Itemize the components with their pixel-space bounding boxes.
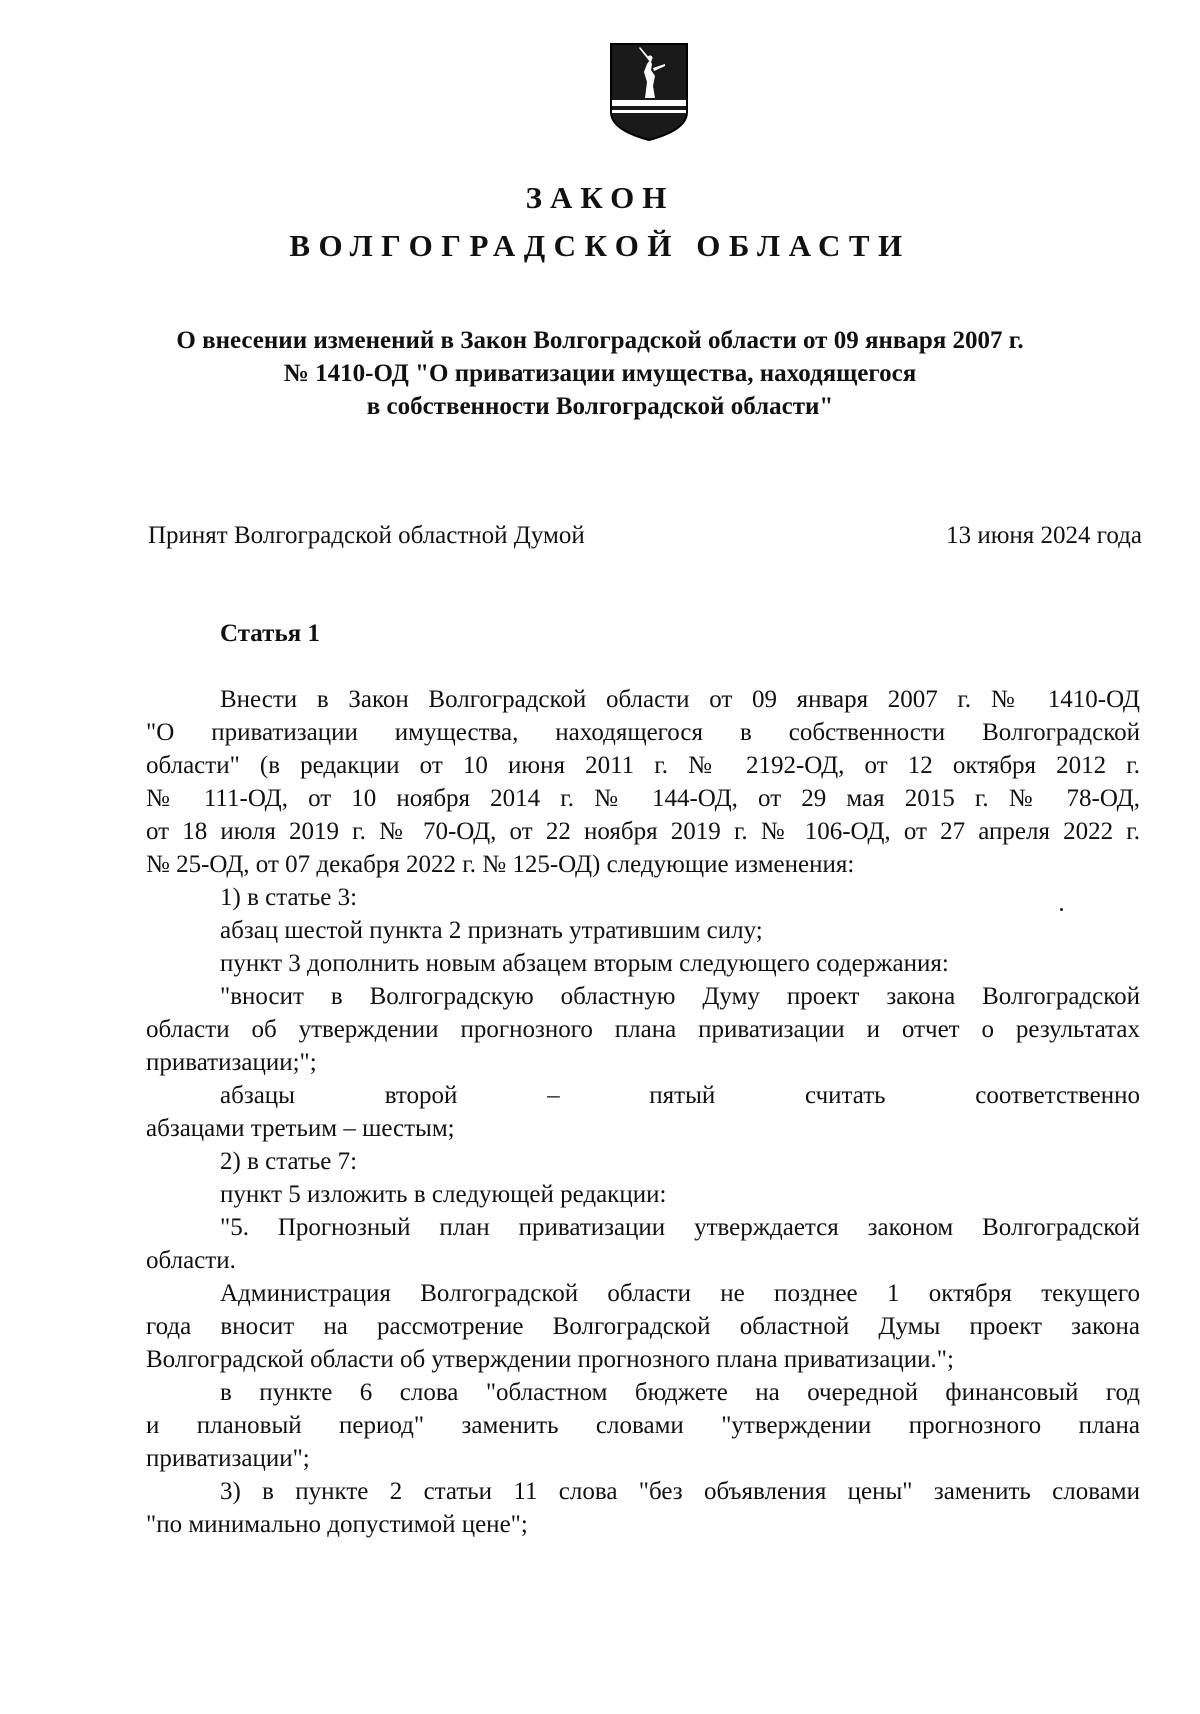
text-line: 3) в пункте 2 статьи 11 слова "без объявления цены" заменить словами [220, 1478, 1140, 1505]
subtitle-line: в собственности Волгоградской области" [366, 393, 834, 420]
text-line: абзац шестой пункта 2 признать утратившим силу; [220, 917, 763, 944]
text-line: области" (в редакции от 10 июня 2011 г. № 2192-ОД, от 12 октября 2012 г. [146, 752, 1140, 779]
subtitle-line: О внесении изменений в Закон Волгоградской области от 09 января 2007 г. [176, 327, 1024, 354]
text-line: от 18 июля 2019 г. № 70-ОД, от 22 ноября 2019 г. № 106-ОД, от 27 апреля 2022 г. [146, 818, 1140, 845]
document-title-line-2: ВОЛГОГРАДСКОЙ ОБЛАСТИ [289, 228, 911, 263]
text-line: Волгоградской области об утверждении прогнозного плана приватизации."; [146, 1346, 954, 1373]
volgograd-coat-of-arms-icon [609, 42, 689, 142]
text-line: области об утверждении прогнозного плана приватизации и отчет о результатах [146, 1016, 1140, 1043]
text-line: приватизации"; [146, 1445, 310, 1472]
paragraph [146, 947, 1140, 980]
paragraph [146, 1145, 1140, 1178]
text-line: Внести в Закон Волгоградской области от 09 января 2007 г. № 1410-ОД [220, 686, 1140, 713]
paragraph [146, 1079, 1140, 1145]
scan-speck [1060, 908, 1063, 911]
text-line: "по минимально допустимой цене"; [146, 1511, 528, 1538]
law-subtitle [120, 324, 1080, 423]
article-body [146, 683, 1140, 1541]
text-line: "5. Прогнозный план приватизации утверждается законом Волгоградской [220, 1214, 1140, 1241]
text-line: "О приватизации имущества, находящегося в собственности Волгоградской [146, 719, 1140, 746]
text-line: области. [146, 1247, 236, 1274]
document-title-line-1: ЗАКОН [525, 180, 675, 215]
paragraph [146, 1376, 1140, 1475]
text-line: абзацами третьим – шестым; [146, 1115, 455, 1142]
paragraph [146, 914, 1140, 947]
text-line: в пункте 6 слова "областном бюджете на очередной финансовый год [220, 1379, 1140, 1406]
paragraph [146, 1178, 1140, 1211]
paragraph [146, 1211, 1140, 1277]
text-line: "вносит в Волгоградскую областную Думу проект закона Волгоградской [220, 983, 1140, 1010]
text-line: 1) в статье 3: [220, 884, 358, 911]
paragraph [146, 1475, 1140, 1541]
text-line: приватизации;"; [146, 1049, 317, 1076]
text-line: и плановый период" заменить словами "утверждении прогнозного плана [146, 1412, 1140, 1439]
text-line: Администрация Волгоградской области не позднее 1 октября текущего [220, 1280, 1140, 1307]
text-line: года вносит на рассмотрение Волгоградской областной Думы проект закона [146, 1313, 1140, 1340]
paragraph [146, 980, 1140, 1079]
article-heading: Статья 1 [220, 620, 320, 647]
adoption-date: 13 июня 2024 года [946, 522, 1142, 549]
text-line: 2) в статье 7: [220, 1148, 358, 1175]
text-line: пункт 3 дополнить новым абзацем вторым следующего содержания: [220, 950, 949, 977]
text-line: пункт 5 изложить в следующей редакции: [220, 1181, 667, 1208]
paragraph [146, 1277, 1140, 1376]
paragraph [146, 683, 1140, 881]
adopted-by: Принят Волгоградской областной Думой [148, 522, 585, 549]
text-line: № 25-ОД, от 07 декабря 2022 г. № 125-ОД) следующие изменения: [146, 851, 855, 878]
subtitle-line: № 1410-ОД "О приватизации имущества, находящегося [283, 360, 917, 387]
paragraph [146, 881, 1140, 914]
text-line: абзацы второй – пятый считать соответственно [220, 1082, 1140, 1109]
text-line: № 111-ОД, от 10 ноября 2014 г. № 144-ОД, от 29 мая 2015 г. № 78-ОД, [146, 785, 1140, 812]
